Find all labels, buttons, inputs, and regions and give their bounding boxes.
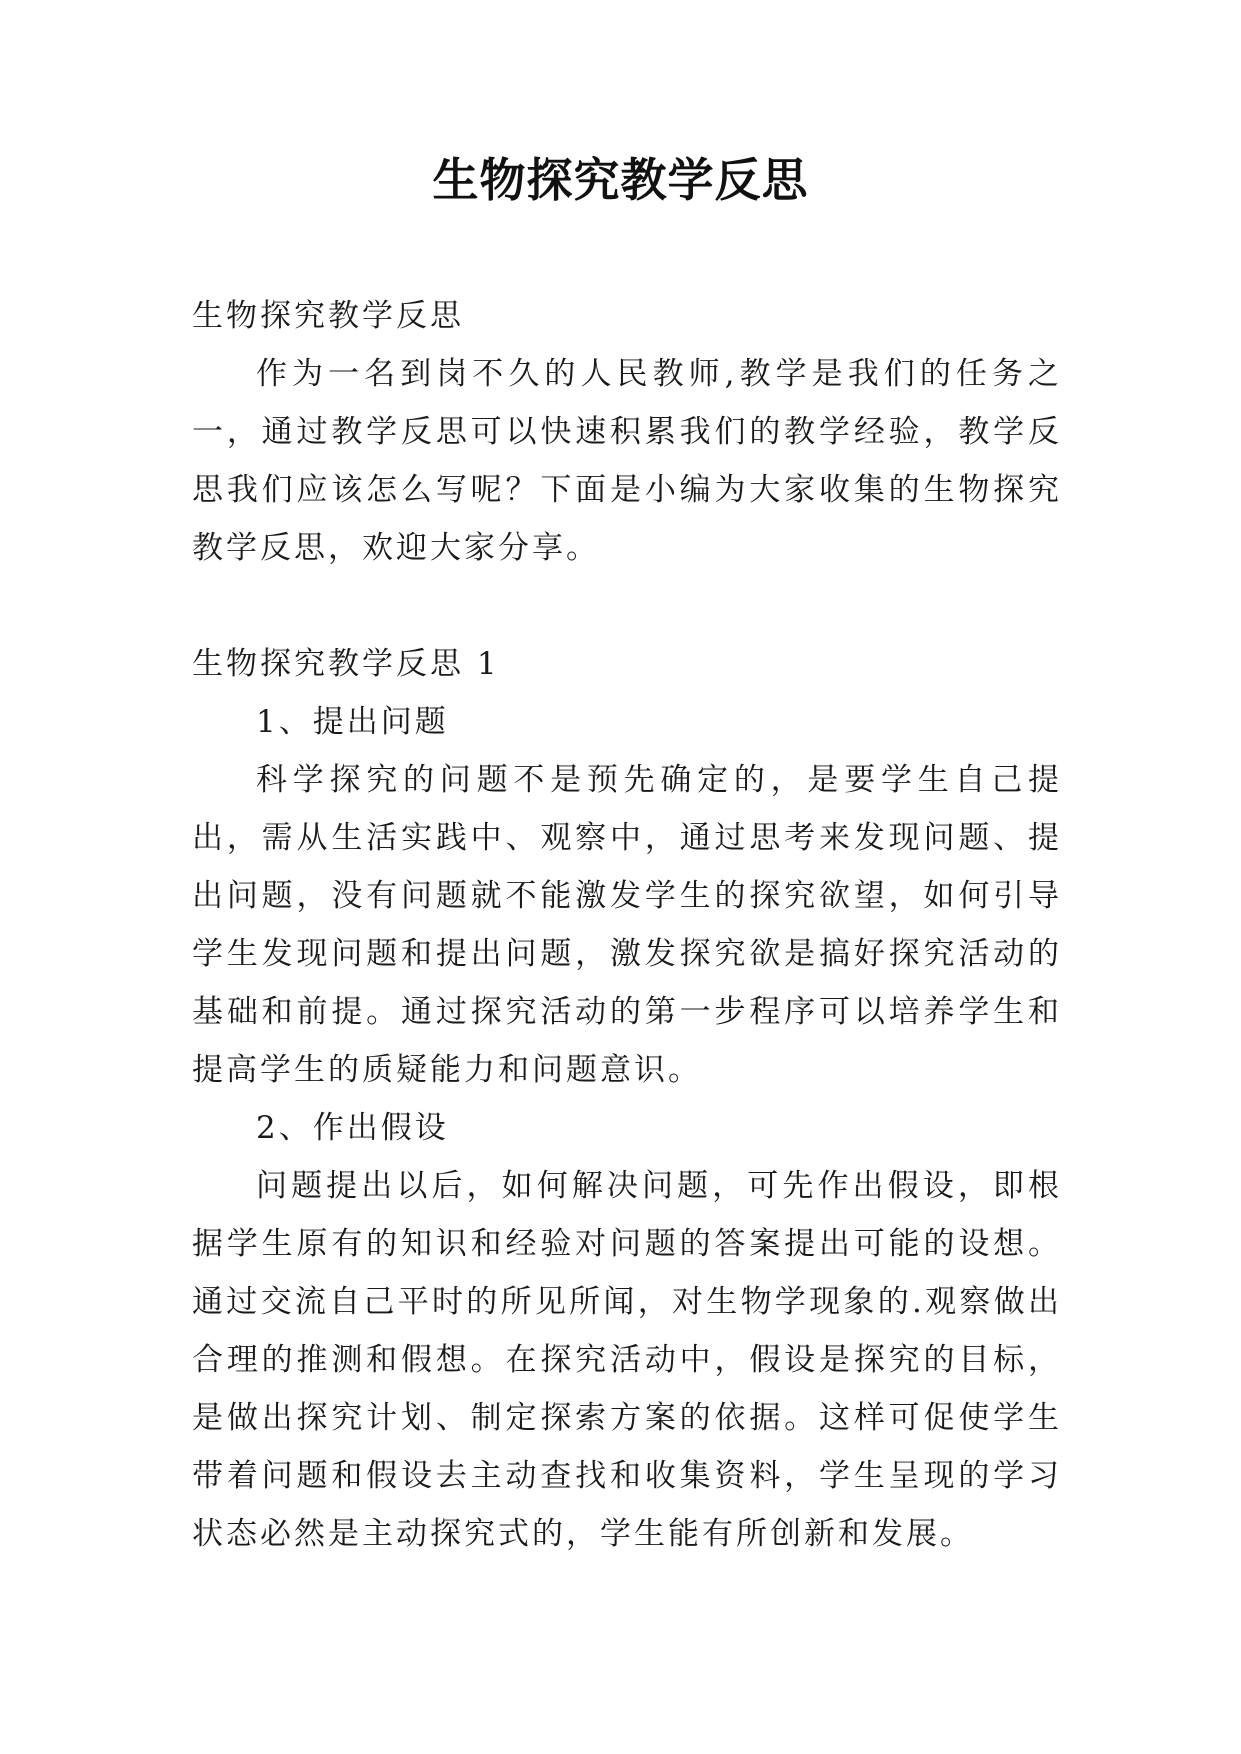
section-spacer — [192, 577, 1062, 635]
intro-paragraph: 作为一名到岗不久的人民教师,教学是我们的任务之一，通过教学反思可以快速积累我们的教学经验，教学反思我们应该怎么写呢？下面是小编为大家收集的生物探究教学反思，欢迎大家分享。 — [192, 356, 1062, 566]
item-heading: 1、提出问题 — [256, 704, 449, 740]
item-paragraph: 问题提出以后，如何解决问题，可先作出假设，即根据学生原有的知识和经验对问题的答案提出可能的设想。通过交流自己平时的所见所闻，对生物学现象的.观察做出合理的推测和假想。在探究活动中，假设是探究的目标，是做出探究计划、制定探索方案的依据。这样可促使学生带着问题和假设去主动查找和收集资料，学生呈现的学习状态必然是主动探究式的，学生能有所创新和发展。 — [192, 1168, 1062, 1552]
intro-heading: 生物探究教学反思 — [192, 298, 464, 334]
item-paragraph: 科学探究的问题不是预先确定的，是要学生自己提出，需从生活实践中、观察中，通过思考来发现问题、提出问题，没有问题就不能激发学生的探究欲望，如何引导学生发现问题和提出问题，激发探究欲是搞好探究活动的基础和前提。通过探究活动的第一步程序可以培养学生和提高学生的质疑能力和问题意识。 — [192, 762, 1062, 1088]
document-body — [192, 287, 1062, 1563]
section-heading: 生物探究教学反思 1 — [192, 646, 500, 682]
item-heading: 2、作出假设 — [256, 1110, 449, 1146]
document-title: 生物探究教学反思 — [432, 153, 809, 207]
